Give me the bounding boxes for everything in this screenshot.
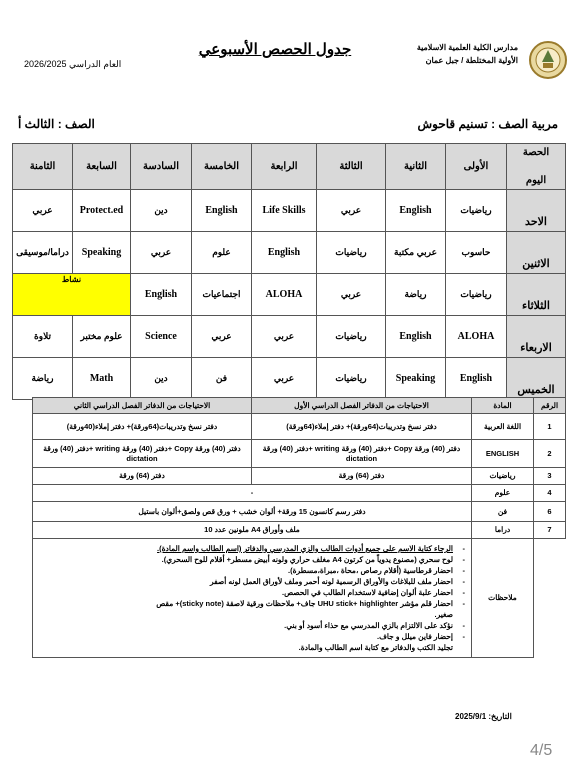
lesson-cell: عربي <box>13 190 73 232</box>
second-term-needs: دفتر (40) ورقة Copy +دفتر (40) ورقة writing +دفتر (40) ورقة dictation <box>33 440 252 468</box>
supplies-row <box>33 414 566 440</box>
note-item: تجليد الكتب والدفاتر مع كتابة اسم الطالب والمادة. <box>298 643 453 652</box>
school-logo <box>528 40 568 80</box>
period-header: الأولى <box>446 144 507 190</box>
note-item: - احضار ملف للبلاغات والأوراق الرسمية لونه أحمر وملف لأوراق العمل لونه أصفر <box>41 576 453 587</box>
subject-name: فن <box>472 502 534 522</box>
lesson-cell: English <box>252 232 317 274</box>
timetable-header-row <box>13 144 566 190</box>
supplies-header: المادة <box>472 398 534 414</box>
merged-needs: دفتر رسم كانسون 15 ورقة+ ألوان خشب + ورق قص ولصق+ألوان باستيل <box>33 502 472 522</box>
lesson-cell: رياضة <box>13 358 73 400</box>
note-item: - احضار علبة ألوان إضافية لاستخدام الطالب في الحصص. <box>41 587 453 598</box>
row-number: 3 <box>534 468 566 485</box>
notes-row <box>33 539 566 658</box>
supplies-row <box>33 485 566 502</box>
subject-name: علوم <box>472 485 534 502</box>
row-number: 1 <box>534 414 566 440</box>
supplies-row <box>33 440 566 468</box>
supplies-header: الرقم <box>534 398 566 414</box>
merged-needs: ملف وأوراق A4 ملونين عدد 10 <box>33 522 472 539</box>
note-item: - إحضار فاين ميلل و جاف. <box>41 631 453 642</box>
class-teacher: مربية الصف : تسنيم قاحوش <box>417 117 558 131</box>
period-header: الثامنة <box>13 144 73 190</box>
lesson-cell: Science <box>131 316 192 358</box>
lesson-cell: حاسوب <box>446 232 507 274</box>
timetable-row <box>13 232 566 274</box>
row-number: 4 <box>534 485 566 502</box>
lesson-cell: Speaking <box>73 232 131 274</box>
academic-year: العام الدراسي 2026/2025 <box>24 59 122 69</box>
lesson-cell: English <box>131 274 192 316</box>
period-header: السادسة <box>131 144 192 190</box>
page-title: جدول الحصص الأسبوعي <box>198 41 352 58</box>
lesson-cell: ALOHA <box>252 274 317 316</box>
lesson-cell: دين <box>131 358 192 400</box>
day-cell: الاربعاء <box>507 316 566 358</box>
school-branch: الأولية المختلطة / جبل عمان <box>425 56 518 65</box>
first-term-needs: دفتر (64) ورقة <box>252 468 472 485</box>
lesson-cell: رياضة <box>386 274 446 316</box>
timetable <box>12 143 566 400</box>
lesson-cell: عربي <box>317 274 386 316</box>
note-item: - احضار قلم مؤشر UHU stick+ highlighter جاف+ ملاحظات ورقية لاصقة (sticky note)+ مقص <box>41 598 453 609</box>
supplies-row <box>33 468 566 485</box>
lesson-cell: عربي <box>252 358 317 400</box>
row-number: 2 <box>534 440 566 468</box>
lesson-cell: رياضيات <box>317 316 386 358</box>
lesson-cell: عربي <box>317 190 386 232</box>
document-date: التاريخ: 2025/9/1 <box>455 712 512 721</box>
lesson-cell: Speaking <box>386 358 446 400</box>
class-info <box>18 117 558 135</box>
lesson-cell: اجتماعيات <box>192 274 252 316</box>
note-item: - الرجاء كتابة الاسم على جميع أدوات الطالب والزي المدرسي والدفاتر (اسم الطالب واسم المادة). <box>41 543 453 554</box>
day-cell: الثلاثاء <box>507 274 566 316</box>
lesson-cell: تلاوة <box>13 316 73 358</box>
lesson-cell: رياضيات <box>446 274 507 316</box>
lesson-cell: عربي <box>131 232 192 274</box>
timetable-row <box>13 358 566 400</box>
lesson-cell: Math <box>73 358 131 400</box>
supplies-header: الاحتياجات من الدفاتر الفصل الدراسي الأول <box>252 398 472 414</box>
subject-name: رياضيات <box>472 468 534 485</box>
lesson-cell: رياضيات <box>317 232 386 274</box>
supplies-row <box>33 502 566 522</box>
lesson-cell: علوم <box>192 232 252 274</box>
period-header: السابعة <box>73 144 131 190</box>
subject-name: اللغة العربية <box>472 414 534 440</box>
activity-highlight-cell <box>13 274 131 316</box>
period-header: الخامسة <box>192 144 252 190</box>
lesson-cell: عربي <box>192 316 252 358</box>
page-number: 4/5 <box>530 742 553 759</box>
subject-name: دراما <box>472 522 534 539</box>
lesson-cell: English <box>386 316 446 358</box>
lesson-cell: علوم مختبر <box>73 316 131 358</box>
second-term-needs: دفتر (64) ورقة <box>33 468 252 485</box>
lesson-cell: Protect.ed <box>73 190 131 232</box>
lesson-cell: عربي مكتبة <box>386 232 446 274</box>
lesson-cell: دين <box>131 190 192 232</box>
row-number: 6 <box>534 502 566 522</box>
note-item: - احضار قرطاسية (أقلام رصاص ،محاة ،مبراة،مسطرة). <box>41 565 453 576</box>
corner-day-label: اليوم <box>525 175 547 186</box>
day-cell: الاثنين <box>507 232 566 274</box>
day-cell: الخميس <box>507 358 566 400</box>
corner-cell <box>507 144 566 190</box>
first-term-needs: دفتر نسخ وتدريبات(64ورقة)+ دفتر إملاء(64ورقة) <box>252 414 472 440</box>
row-number: 7 <box>534 522 566 539</box>
lesson-cell: عربي <box>252 316 317 358</box>
note-item: - نؤكد على الالتزام بالزي المدرسي مع حذاء أسود أو بني. <box>41 620 453 631</box>
notes-list <box>41 543 465 653</box>
notes-label: ملاحظات <box>472 539 534 658</box>
lesson-cell: English <box>192 190 252 232</box>
period-header: الثانية <box>386 144 446 190</box>
lesson-cell: دراما/موسيقى <box>13 232 73 274</box>
lesson-cell: ALOHA <box>446 316 507 358</box>
day-cell: الاحد <box>507 190 566 232</box>
empty-cell <box>534 539 566 658</box>
corner-period-label: الحصة <box>522 147 550 158</box>
lesson-cell: English <box>446 358 507 400</box>
supplies-table <box>32 397 566 658</box>
supplies-header: الاحتياجات من الدفاتر الفصل الدراسي الثاني <box>33 398 252 414</box>
lesson-cell: رياضيات <box>317 358 386 400</box>
school-name: مدارس الكلية العلمية الاسلامية <box>416 43 518 52</box>
class-grade: الصف : الثالث أ <box>18 117 95 131</box>
subject-name: ENGLISH <box>472 440 534 468</box>
timetable-row <box>13 316 566 358</box>
note-item: - لوح سحري (مصنوع يدوياً من كرتون A4 مغلف حراري ولونه أبيض مسطر+ أقلام للوح السحري). <box>41 554 453 565</box>
school-name-block <box>417 41 518 67</box>
lesson-cell: فن <box>192 358 252 400</box>
supplies-row <box>33 522 566 539</box>
note-item: صغير. <box>434 610 453 619</box>
first-term-needs: دفتر (40) ورقة Copy +دفتر (40) ورقة writing +دفتر (40) ورقة dictation <box>252 440 472 468</box>
merged-needs: - <box>33 485 472 502</box>
supplies-header-row <box>33 398 566 414</box>
second-term-needs: دفتر نسخ وتدريبات(64ورقة)+ دفتر إملاء(40ورقة) <box>33 414 252 440</box>
lesson-cell: English <box>386 190 446 232</box>
notes-cell <box>33 539 472 658</box>
timetable-row <box>13 190 566 232</box>
lesson-cell: Life Skills <box>252 190 317 232</box>
activity-label: نشاط <box>61 275 82 284</box>
timetable-row <box>13 274 566 316</box>
period-header: الثالثة <box>317 144 386 190</box>
lesson-cell: رياضيات <box>446 190 507 232</box>
period-header: الرابعة <box>252 144 317 190</box>
